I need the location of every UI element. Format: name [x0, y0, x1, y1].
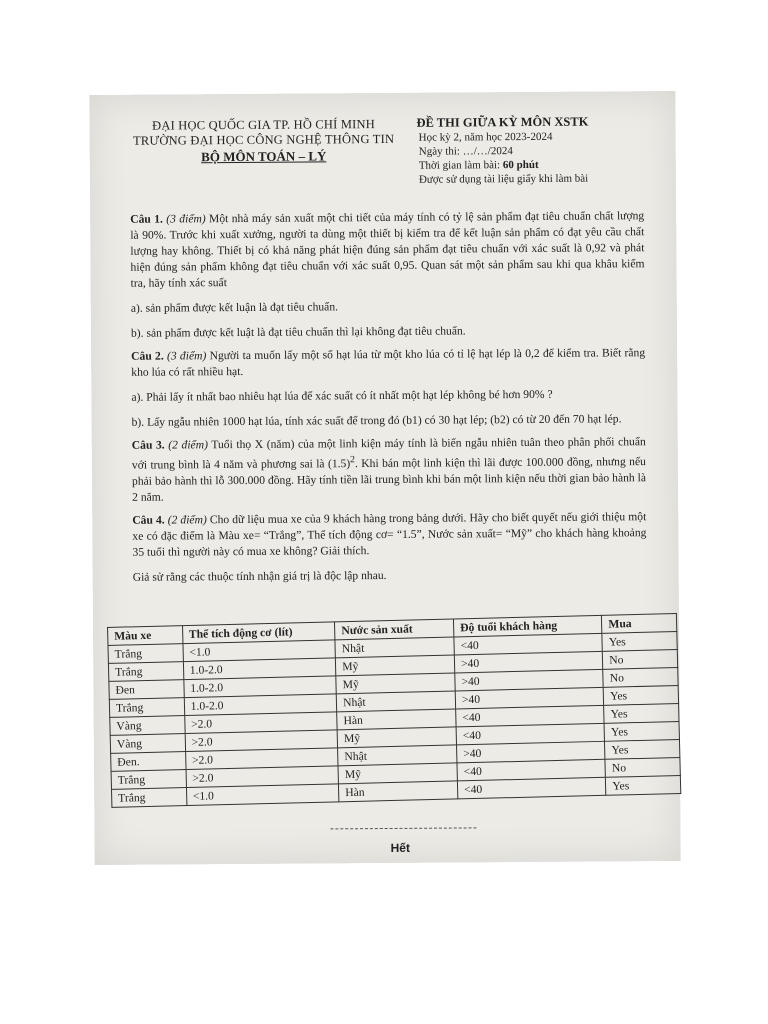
university-name: ĐẠI HỌC QUỐC GIA TP. HỒ CHÍ MINH	[152, 117, 375, 133]
table-cell: Yes	[606, 775, 681, 795]
table-header-cell: Nước sản xuất	[335, 619, 454, 640]
table-header-cell: Màu xe	[108, 626, 183, 646]
table-cell: Trắng	[108, 644, 183, 664]
table-cell: >40	[455, 687, 604, 709]
table-cell: <40	[456, 705, 605, 727]
table-cell: Yes	[602, 632, 677, 652]
table-cell: Trắng	[111, 770, 186, 790]
table-cell: >40	[457, 741, 606, 763]
question-3-text-after: . Khi bán một linh kiện thì lãi được 100.000 đồng, nhưng nếu phải bảo hành thì lỗ 300.000 đồng. Hãy tính tiền lãi trung bình khi bán một linh kiện nếu thời gian bảo hành là 2 năm.	[131, 455, 647, 504]
question-2-text: Người ta muốn lấy một số hạt lúa từ một kho lúa có tỉ lệ hạt lép là 0,2 để kiểm tra. Biết rằng kho lúa có rất nhiều hạt.	[131, 346, 646, 379]
table-header-cell: Độ tuổi khách hàng	[453, 615, 602, 637]
table-cell: Nhật	[335, 637, 454, 658]
table-cell: Nhật	[338, 745, 457, 766]
table-cell: <40	[456, 723, 605, 745]
table-cell: Trắng	[109, 698, 184, 718]
table-cell: <40	[457, 759, 606, 781]
question-3	[132, 434, 646, 505]
table-cell: Mỹ	[336, 673, 455, 694]
department-name: BỘ MÔN TOÁN – LÝ	[201, 148, 327, 165]
question-1a: a). sản phẩm được kết luận là đạt tiêu chuẩn.	[130, 300, 339, 315]
table-cell: 1.0-2.0	[184, 694, 337, 716]
table-header-cell: Mua	[602, 614, 677, 634]
end-marker: Hết	[390, 840, 410, 855]
table-cell: >40	[455, 669, 604, 691]
table-cell: >2.0	[185, 748, 338, 770]
table-cell: Mỹ	[337, 727, 456, 748]
table-cell: Yes	[605, 739, 680, 759]
table-cell: <1.0	[183, 640, 336, 662]
question-4-assumption: Giả sử rằng các thuộc tính nhận giá trị là độc lập nhau.	[132, 568, 387, 584]
question-2-label: Câu 2.	[131, 349, 164, 363]
table-cell: <40	[454, 633, 603, 655]
question-1-text: Một nhà máy sản xuất một chi tiết của máy tính có tỷ lệ sản phẩm đạt tiêu chuẩn chất lượng là 90%. Trước khi xuất xưởng, người ta dùng một thiết bị kiểm tra để kết luận sản phẩm có đạt yêu cầu chất lượng hay không. Thiết bị có khả năng phát hiện đúng sản phẩm đạt tiêu chuẩn với xác suất là 0,92 và phát hiện đúng sản phẩm không đạt tiêu chuẩn với xác suất 0,95. Quan sát một sản phẩm sau khi qua khâu kiểm tra, hãy tính xác suất	[130, 209, 645, 290]
table-cell: Mỹ	[336, 655, 455, 676]
table-cell: Yes	[603, 686, 678, 706]
table-cell: 1.0-2.0	[184, 676, 337, 698]
duration-value: 60 phút	[502, 158, 539, 172]
table-cell: Vàng	[110, 716, 185, 736]
question-2	[131, 345, 645, 381]
question-1-points: (3 điểm)	[166, 212, 206, 226]
table-cell: No	[603, 650, 678, 670]
question-4	[132, 509, 646, 561]
exam-date: Ngày thi: …/…/2024	[418, 145, 513, 158]
question-3-text-before: Tuổi thọ X (năm) của một linh kiện máy tính là biến ngẫu nhiên tuân theo phân phối chuẩn với trung bình là 4 năm và phương sai là (1.5)	[131, 435, 646, 472]
question-1b: b). sản phẩm được kết luật là đạt tiêu chuẩn thì lại không đạt tiêu chuẩn.	[130, 324, 466, 340]
table-cell: Nhật	[336, 691, 455, 712]
table-cell: No	[603, 668, 678, 688]
purchase-data-table	[107, 613, 681, 808]
table-cell: >2.0	[185, 730, 338, 752]
table-cell: Đen	[109, 680, 184, 700]
duration-label: Thời gian làm bài:	[418, 159, 503, 172]
table-cell: Trắng	[108, 662, 183, 682]
question-2a: a). Phải lấy ít nhất bao nhiêu hạt lúa để xác suất có ít nhất một hạt lép không bé hơn 90% ?	[131, 387, 553, 404]
question-3-exponent: 2	[350, 454, 356, 466]
table-cell: 1.0-2.0	[183, 658, 336, 680]
question-3-label: Câu 3.	[131, 438, 165, 452]
table-cell: Yes	[604, 721, 679, 741]
table-cell: >40	[454, 651, 603, 673]
table-cell: Đen.	[111, 752, 186, 772]
exam-materials: Được sử dụng tài liệu giấy khi làm bài	[418, 172, 589, 186]
question-3-points: (2 điểm)	[168, 438, 208, 452]
question-4-text: Cho dữ liệu mua xe của 9 khách hàng trong bảng dưới. Hãy cho biết quyết nếu giới thiệu một xe có đặc điểm là Màu xe= “Trắng”, Thể tích động cơ= “1.5”, Nước sản xuất= “Mỹ” cho khách hàng khoảng 35 tuổi thì người này có mua xe không? Giải thích.	[132, 510, 647, 559]
table-cell: Mỹ	[338, 763, 457, 784]
exam-paper	[89, 91, 680, 865]
table-cell: Hàn	[339, 781, 458, 802]
header-left	[103, 117, 423, 165]
table-cell: No	[605, 757, 680, 777]
question-4-label: Câu 4.	[132, 513, 165, 527]
question-2-points: (3 điểm)	[166, 349, 207, 363]
table-header-cell: Thể tích động cơ (lít)	[182, 622, 335, 644]
question-2b: b). Lấy ngẫu nhiên 1000 hạt lúa, tính xác suất để trong đó (b1) có 30 hạt lép; (b2) có từ 20 đến 70 hạt lép.	[131, 412, 622, 429]
question-4-points: (2 điểm)	[167, 513, 207, 527]
school-name: TRƯỜNG ĐẠI HỌC CÔNG NGHỆ THÔNG TIN	[132, 131, 395, 148]
exam-title: ĐỀ THI GIỮA KỲ MÔN XSTK	[416, 114, 589, 130]
question-1-label: Câu 1.	[130, 212, 163, 226]
table-cell: >2.0	[186, 766, 339, 788]
table-cell: Trắng	[112, 788, 187, 808]
question-1	[130, 208, 645, 292]
table-cell: Hàn	[337, 709, 456, 730]
table-cell: Vàng	[110, 734, 185, 754]
table-cell: Yes	[604, 704, 679, 724]
exam-body	[130, 208, 647, 592]
end-divider	[330, 827, 476, 829]
table-cell: <1.0	[186, 784, 339, 806]
exam-term: Học kỳ 2, năm học 2023-2024	[418, 130, 553, 144]
header-right	[415, 113, 665, 187]
table-cell: <40	[457, 777, 606, 799]
table-cell: >2.0	[184, 712, 337, 734]
